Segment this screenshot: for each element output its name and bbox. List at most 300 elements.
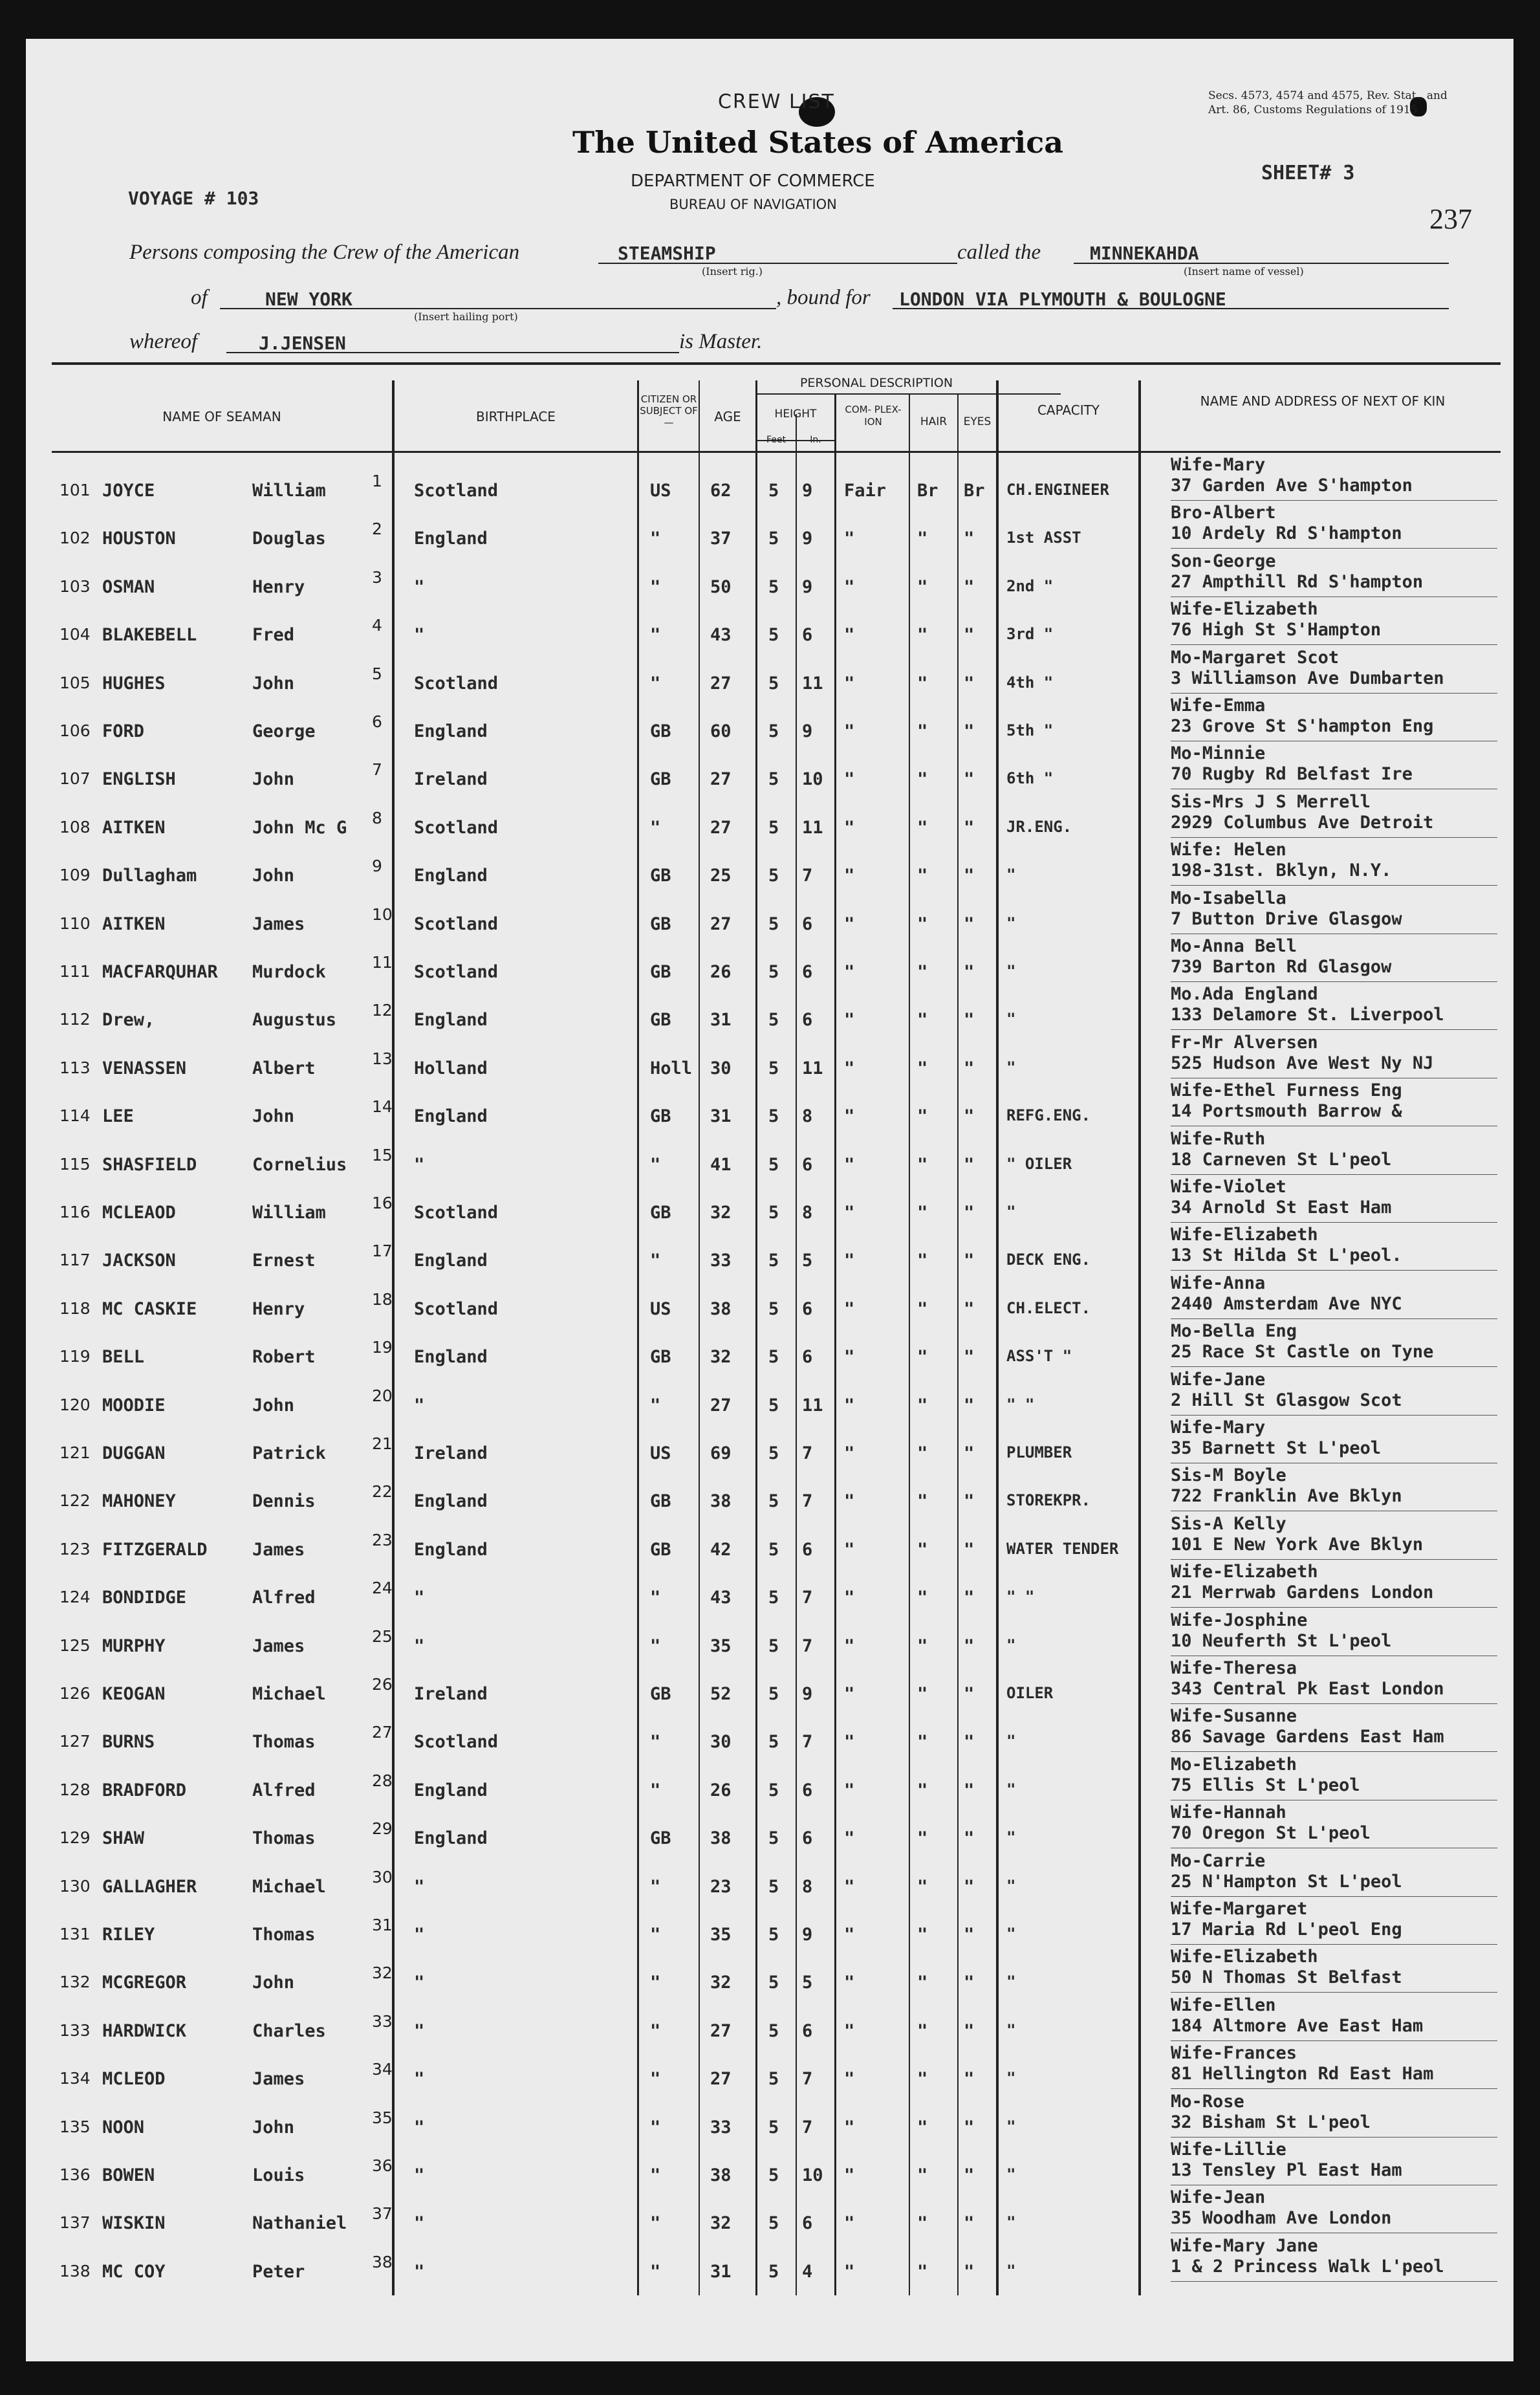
hair: " [917,1058,928,1078]
line-number: 5 [372,664,382,683]
seaman-given-name: John [252,1106,295,1127]
height-inches: 10 [802,2165,823,2185]
next-of-kin-name: Sis-M Boyle [1171,1465,1286,1486]
next-of-kin-address: 25 Race St Castle on Tyne [1171,1342,1434,1362]
capacity: " [1006,962,1016,980]
next-of-kin-address: 50 N Thomas St Belfast [1171,1967,1402,1988]
seaman-surname: AITKEN [102,913,166,934]
next-of-kin-name: Wife-Hannah [1171,1802,1286,1823]
height-inches: 11 [802,673,823,694]
age: 32 [710,1973,732,1993]
line-number: 27 [372,1723,393,1742]
height-inches: 9 [802,1925,813,1945]
table-top-rule [52,362,1501,365]
capacity: " [1006,2165,1016,2183]
complexion: " [844,962,855,982]
citizenship: " [650,1395,661,1416]
height-feet: 5 [768,721,779,741]
capacity: " [1006,913,1016,932]
next-of-kin-name: Wife-Lillie [1171,2139,1286,2160]
eyes: " [964,576,975,597]
eyes: " [964,1539,975,1560]
citizenship: GB [650,913,671,934]
hair: " [917,1973,928,1993]
seaman-surname: HUGHES [102,673,166,694]
age: 38 [710,2165,732,2185]
seaman-surname: MAHONEY [102,1491,176,1512]
next-of-kin-address: 525 Hudson Ave West Ny NJ [1171,1053,1434,1073]
hair: Br [917,481,938,501]
citizenship: " [650,1925,661,1945]
height-feet: 5 [768,1780,779,1800]
capacity: " OILER [1006,1154,1072,1173]
eyes: " [964,1588,975,1608]
complexion: " [844,1732,855,1753]
height-inches: 7 [802,2069,813,2090]
height-inches: 6 [802,1154,813,1175]
birthplace: England [414,721,488,741]
complexion: " [844,2261,855,2282]
seaman-surname: AITKEN [102,817,166,838]
line-number: 28 [372,1771,393,1790]
complexion: " [844,576,855,597]
next-of-kin-name: Fr-Mr Alversen [1171,1032,1318,1053]
birthplace: Scotland [414,1298,499,1319]
height-feet: 5 [768,1925,779,1945]
row-number: 136 [60,2165,91,2184]
capacity: CH.ELECT. [1006,1298,1091,1317]
capacity: REFG.ENG. [1006,1106,1091,1125]
height-feet: 5 [768,913,779,934]
next-of-kin-name: Wife-Jean [1171,2187,1266,2208]
complexion: " [844,1876,855,1897]
col-height: HEIGHT [774,408,817,421]
birthplace: Scotland [414,817,499,838]
hair: " [917,1925,928,1945]
line-number: 12 [372,1001,393,1020]
line-number: 6 [372,712,382,731]
seaman-surname: WISKIN [102,2213,166,2234]
capacity: " [1006,1780,1016,1799]
next-of-kin-name: Mo-Minnie [1171,743,1266,764]
age: 60 [710,721,732,741]
next-of-kin-name: Wife-Emma [1171,695,1266,716]
line-number: 22 [372,1482,393,1502]
hair: " [917,2165,928,2185]
age: 23 [710,1876,732,1897]
seaman-given-name: Nathaniel [252,2213,347,2234]
seaman-given-name: Murdock [252,962,326,982]
next-of-kin-address: 37 Garden Ave S'hampton [1171,476,1413,496]
line-number: 11 [372,953,393,972]
citizenship: GB [650,866,671,886]
hair: " [917,529,928,549]
birthplace: " [414,2165,425,2185]
hair: " [917,913,928,934]
citizenship: " [650,2165,661,2185]
eyes: " [964,1973,975,1993]
row-number: 109 [60,866,91,885]
statute-line-2: Art. 86, Customs Regulations of 1915 [1208,104,1418,116]
capacity: ASS'T " [1006,1347,1072,1366]
height-feet: 5 [768,625,779,646]
seaman-surname: MOODIE [102,1395,166,1416]
seaman-surname: Dullagham [102,866,197,886]
capacity: " [1006,1925,1016,1943]
seaman-surname: MCLEOD [102,2069,166,2090]
hair: " [917,1251,928,1271]
complexion: " [844,1780,855,1800]
row-number: 126 [60,1684,91,1703]
height-inches: 7 [802,1443,813,1463]
age: 32 [710,1203,732,1223]
height-feet: 5 [768,2213,779,2234]
col-birthplace: BIRTHPLACE [476,409,556,424]
age: 52 [710,1684,732,1704]
age: 27 [710,673,732,694]
seaman-surname: BELL [102,1347,145,1368]
height-feet: 5 [768,817,779,838]
row-number: 133 [60,2020,91,2040]
seaman-given-name: James [252,2069,305,2090]
height-feet: 5 [768,962,779,982]
complexion: " [844,1058,855,1078]
row-number: 118 [60,1298,91,1318]
eyes: " [964,913,975,934]
seaman-surname: HARDWICK [102,2020,187,2041]
age: 42 [710,1539,732,1560]
seaman-given-name: Alfred [252,1780,316,1800]
birthplace: " [414,2020,425,2041]
birthplace: " [414,1876,425,1897]
row-rule [1171,548,1497,549]
next-of-kin-name: Wife-Elizabeth [1171,1225,1318,1245]
next-of-kin-address: 2440 Amsterdam Ave NYC [1171,1293,1402,1314]
line-number: 19 [372,1338,393,1357]
capacity: " [1006,1058,1016,1077]
citizenship: " [650,817,661,838]
department-line: DEPARTMENT OF COMMERCE [631,171,875,191]
next-of-kin-address: 13 St Hilda St L'peol. [1171,1245,1402,1266]
line-number: 35 [372,2108,393,2127]
height-inches: 6 [802,2213,813,2234]
seaman-given-name: Henry [252,576,305,597]
complexion: " [844,1251,855,1271]
next-of-kin-name: Wife-Frances [1171,2043,1297,2064]
row-number: 134 [60,2069,91,2088]
line-number: 16 [372,1194,393,1212]
line-number: 7 [372,760,382,780]
next-of-kin-name: Sis-Mrs J S Merrell [1171,791,1371,812]
eyes: " [964,529,975,549]
row-number: 113 [60,1058,91,1077]
row-number: 121 [60,1443,91,1462]
citizenship: " [650,2261,661,2282]
seaman-given-name: Augustus [252,1010,337,1031]
next-of-kin-name: Wife: Helen [1171,840,1286,860]
height-feet: 5 [768,1635,779,1656]
citizenship: GB [650,769,671,790]
seaman-surname: Drew, [102,1010,155,1031]
row-rule [1171,1944,1497,1945]
age: 41 [710,1154,732,1175]
eyes: " [964,1058,975,1078]
height-inches: 6 [802,1298,813,1319]
line-number: 1 [372,472,382,490]
next-of-kin-address: 2929 Columbus Ave Detroit [1171,812,1434,833]
complexion: " [844,2069,855,2090]
next-of-kin-address: 70 Oregon St L'peol [1171,1823,1371,1844]
eyes: " [964,769,975,790]
next-of-kin-name: Mo-Elizabeth [1171,1754,1297,1775]
row-number: 104 [60,625,91,644]
age: 43 [710,625,732,646]
height-feet: 5 [768,866,779,886]
vessel-type: STEAMSHIP [618,243,716,264]
citizenship: GB [650,1828,671,1849]
destination: LONDON VIA PLYMOUTH & BOULOGNE [899,289,1226,310]
seaman-given-name: Thomas [252,1732,316,1753]
seaman-given-name: John [252,673,295,694]
height-feet: 5 [768,481,779,501]
seaman-given-name: Thomas [252,1925,316,1945]
row-number: 122 [60,1491,91,1511]
height-inches: 5 [802,1251,813,1271]
label-insert-rig: (Insert rig.) [702,265,763,278]
capacity: " [1006,866,1016,884]
seaman-given-name: Robert [252,1347,316,1368]
seaman-given-name: James [252,1539,305,1560]
next-of-kin-address: 101 E New York Ave Bklyn [1171,1534,1424,1555]
birthplace: " [414,2069,425,2090]
capacity: " [1006,1973,1016,1991]
eyes: " [964,817,975,838]
birthplace: England [414,1010,488,1031]
age: 25 [710,866,732,886]
age: 33 [710,2117,732,2138]
complexion: " [844,2117,855,2138]
col-inches: In. [810,435,821,445]
eyes: Br [964,481,985,501]
capacity: 3rd " [1006,625,1054,644]
eyes: " [964,1780,975,1800]
citizenship: GB [650,962,671,982]
capacity: " [1006,2117,1016,2136]
seaman-given-name: William [252,1203,326,1223]
citizenship: US [650,1443,671,1463]
age: 31 [710,2261,732,2282]
height-inches: 7 [802,1732,813,1753]
capacity: " [1006,2213,1016,2232]
birthplace: " [414,2117,425,2138]
birthplace: Holland [414,1058,488,1078]
next-of-kin-name: Wife-Theresa [1171,1658,1297,1678]
capacity: JR.ENG. [1006,817,1072,836]
next-of-kin-name: Bro-Albert [1171,503,1276,523]
height-inches: 8 [802,1203,813,1223]
birthplace: " [414,2213,425,2234]
seaman-surname: RILEY [102,1925,155,1945]
eyes: " [964,1635,975,1656]
col-age: AGE [714,409,741,424]
row-number: 127 [60,1732,91,1751]
page-number: 237 [1429,203,1472,235]
height-inches: 6 [802,1828,813,1849]
birthplace: " [414,576,425,597]
line-number: 18 [372,1289,393,1309]
capacity: " " [1006,1588,1035,1606]
eyes: " [964,1828,975,1849]
label-insert-vessel: (Insert name of vessel) [1184,265,1304,278]
row-number: 129 [60,1828,91,1848]
row-number: 124 [60,1588,91,1607]
citizenship: " [650,529,661,549]
hair: " [917,1203,928,1223]
next-of-kin-name: Mo-Isabella [1171,888,1286,908]
birthplace: Scotland [414,913,499,934]
next-of-kin-address: 32 Bisham St L'peol [1171,2112,1371,2132]
complexion: " [844,1635,855,1656]
seaman-surname: BLAKEBELL [102,625,197,646]
citizenship: GB [650,721,671,741]
next-of-kin-address: 3 Williamson Ave Dumbarten [1171,668,1444,688]
seaman-surname: SHASFIELD [102,1154,197,1175]
age: 38 [710,1828,732,1849]
seaman-given-name: John [252,2117,295,2138]
seaman-given-name: Patrick [252,1443,326,1463]
col-capacity: CAPACITY [1037,402,1100,418]
seaman-given-name: Michael [252,1684,326,1704]
complexion: " [844,1684,855,1704]
row-number: 128 [60,1780,91,1799]
line-number: 31 [372,1916,393,1934]
seaman-given-name: Michael [252,1876,326,1897]
citizenship: " [650,1780,661,1800]
citizenship: " [650,673,661,694]
line-number: 21 [372,1434,393,1453]
next-of-kin-name: Wife-Jane [1171,1369,1266,1390]
height-feet: 5 [768,673,779,694]
row-rule [1171,1992,1497,1993]
age: 30 [710,1058,732,1078]
seaman-surname: LEE [102,1106,134,1127]
hair: " [917,1780,928,1800]
row-number: 135 [60,2117,91,2136]
line-number: 37 [372,2204,393,2224]
birthplace: England [414,1106,488,1127]
next-of-kin-address: 739 Barton Rd Glasgow [1171,957,1392,977]
birthplace: England [414,1780,488,1800]
height-inches: 8 [802,1876,813,1897]
age: 62 [710,481,732,501]
birthplace: Scotland [414,962,499,982]
label-persons: Persons composing the Crew of the American [129,241,520,264]
height-feet: 5 [768,1251,779,1271]
line-number: 34 [372,2060,393,2079]
age: 27 [710,817,732,838]
complexion: " [844,1539,855,1560]
capacity: OILER [1006,1684,1054,1702]
capacity: 4th " [1006,673,1054,692]
next-of-kin-name: Wife-Mary Jane [1171,2235,1318,2256]
seaman-surname: BRADFORD [102,1780,187,1800]
row-rule [1171,1366,1497,1367]
seaman-given-name: Ernest [252,1251,316,1271]
capacity: " [1006,1203,1016,1221]
height-inches: 10 [802,769,823,790]
next-of-kin-address: 27 Ampthill Rd S'hampton [1171,571,1424,592]
height-inches: 4 [802,2261,813,2282]
next-of-kin-address: 17 Maria Rd L'peol Eng [1171,1919,1402,1940]
row-number: 110 [60,913,91,933]
row-rule [1171,1415,1497,1416]
row-rule [1171,885,1497,886]
seaman-given-name: John [252,769,295,790]
birthplace: " [414,1635,425,1656]
seaman-surname: FORD [102,721,145,741]
hair: " [917,1347,928,1368]
next-of-kin-address: 25 N'Hampton St L'peol [1171,1871,1402,1892]
capacity: 2nd " [1006,576,1054,595]
capacity: " [1006,1010,1016,1029]
capacity: " [1006,2069,1016,2088]
label-called: called the [957,241,1041,264]
seaman-surname: MCGREGOR [102,1973,187,1993]
next-of-kin-name: Wife-Anna [1171,1273,1266,1293]
capacity: CH.ENGINEER [1006,481,1109,499]
height-inches: 9 [802,721,813,741]
height-feet: 5 [768,576,779,597]
seaman-surname: SHAW [102,1828,145,1849]
seaman-surname: DUGGAN [102,1443,166,1463]
complexion: " [844,673,855,694]
eyes: " [964,1491,975,1512]
height-feet: 5 [768,1684,779,1704]
next-of-kin-name: Mo-Margaret Scot [1171,647,1339,668]
line-number: 24 [372,1579,393,1598]
row-number: 132 [60,1973,91,1992]
height-feet: 5 [768,1973,779,1993]
crew-list-sheet [26,39,1513,2361]
seaman-surname: VENASSEN [102,1058,187,1078]
complexion: " [844,1154,855,1175]
eyes: " [964,1251,975,1271]
eyes: " [964,866,975,886]
label-whereof: whereof [129,330,198,353]
row-rule [1171,2281,1497,2282]
birthplace: " [414,2261,425,2282]
eyes: " [964,1443,975,1463]
height-feet: 5 [768,1010,779,1031]
line-number: 9 [372,857,382,876]
row-rule [1171,1222,1497,1223]
height-feet: 5 [768,529,779,549]
row-number: 119 [60,1347,91,1366]
seaman-surname: BOWEN [102,2165,155,2185]
birthplace: Ireland [414,769,488,790]
complexion: " [844,1925,855,1945]
next-of-kin-address: 184 Altmore Ave East Ham [1171,2015,1424,2036]
hair: " [917,1635,928,1656]
height-feet: 5 [768,1732,779,1753]
birthplace: Scotland [414,673,499,694]
next-of-kin-address: 81 Hellington Rd East Ham [1171,2064,1434,2084]
seaman-given-name: Dennis [252,1491,316,1512]
hair: " [917,1010,928,1031]
line-number: 13 [372,1049,393,1068]
birthplace: Scotland [414,481,499,501]
col-hair: HAIR [920,415,948,428]
